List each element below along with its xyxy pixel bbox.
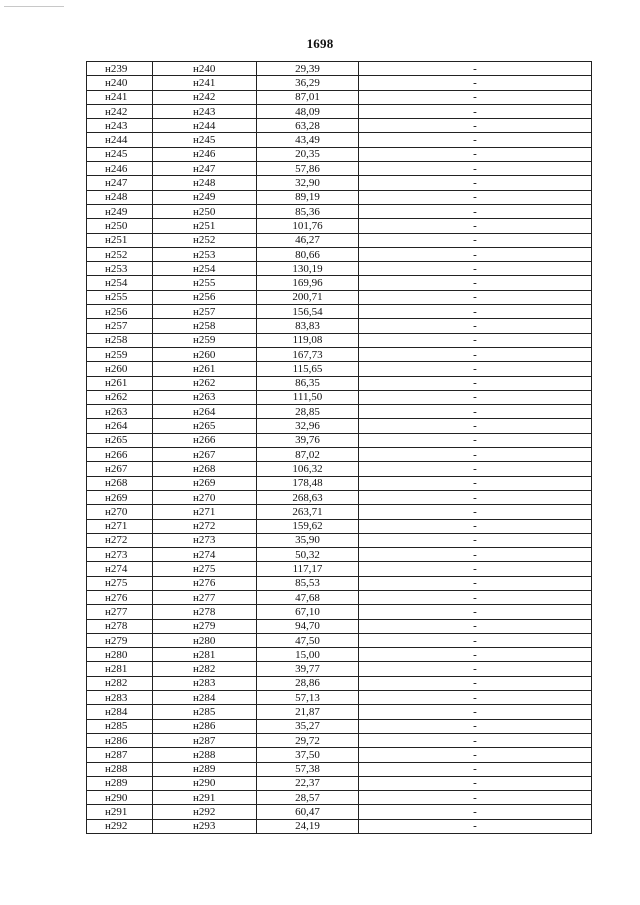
table-row bbox=[87, 805, 592, 819]
to-point-cell: н261 bbox=[153, 362, 257, 376]
note-cell: - bbox=[359, 262, 592, 276]
from-point-cell: н239 bbox=[87, 62, 153, 76]
distance-value-cell: 57,13 bbox=[257, 691, 359, 705]
note-cell: - bbox=[359, 405, 592, 419]
from-point-cell: н263 bbox=[87, 405, 153, 419]
from-point-cell: н271 bbox=[87, 519, 153, 533]
table-row bbox=[87, 190, 592, 204]
note-cell: - bbox=[359, 204, 592, 218]
note-cell: - bbox=[359, 519, 592, 533]
to-point-cell: н292 bbox=[153, 805, 257, 819]
note-cell: - bbox=[359, 290, 592, 304]
table-row bbox=[87, 662, 592, 676]
distance-value-cell: 28,57 bbox=[257, 791, 359, 805]
to-point-cell: н247 bbox=[153, 162, 257, 176]
from-point-cell: н268 bbox=[87, 476, 153, 490]
table-row bbox=[87, 419, 592, 433]
to-point-cell: н245 bbox=[153, 133, 257, 147]
table-row bbox=[87, 362, 592, 376]
from-point-cell: н248 bbox=[87, 190, 153, 204]
from-point-cell: н280 bbox=[87, 648, 153, 662]
to-point-cell: н284 bbox=[153, 691, 257, 705]
from-point-cell: н290 bbox=[87, 791, 153, 805]
distance-value-cell: 156,54 bbox=[257, 305, 359, 319]
note-cell: - bbox=[359, 733, 592, 747]
distance-value-cell: 22,37 bbox=[257, 776, 359, 790]
distance-value-cell: 117,17 bbox=[257, 562, 359, 576]
distance-value-cell: 111,50 bbox=[257, 390, 359, 404]
table-body bbox=[87, 62, 592, 834]
table-row bbox=[87, 233, 592, 247]
from-point-cell: н289 bbox=[87, 776, 153, 790]
note-cell: - bbox=[359, 633, 592, 647]
distance-value-cell: 50,32 bbox=[257, 548, 359, 562]
note-cell: - bbox=[359, 562, 592, 576]
from-point-cell: н258 bbox=[87, 333, 153, 347]
to-point-cell: н281 bbox=[153, 648, 257, 662]
table-row bbox=[87, 276, 592, 290]
table-row bbox=[87, 505, 592, 519]
distance-value-cell: 32,96 bbox=[257, 419, 359, 433]
table-row bbox=[87, 390, 592, 404]
note-cell: - bbox=[359, 490, 592, 504]
note-cell: - bbox=[359, 719, 592, 733]
to-point-cell: н268 bbox=[153, 462, 257, 476]
distance-value-cell: 85,36 bbox=[257, 204, 359, 218]
distance-value-cell: 47,68 bbox=[257, 590, 359, 604]
from-point-cell: н249 bbox=[87, 204, 153, 218]
table-row bbox=[87, 605, 592, 619]
to-point-cell: н249 bbox=[153, 190, 257, 204]
from-point-cell: н285 bbox=[87, 719, 153, 733]
distance-value-cell: 47,50 bbox=[257, 633, 359, 647]
from-point-cell: н278 bbox=[87, 619, 153, 633]
from-point-cell: н279 bbox=[87, 633, 153, 647]
to-point-cell: н246 bbox=[153, 147, 257, 161]
distance-value-cell: 36,29 bbox=[257, 76, 359, 90]
distance-value-cell: 57,38 bbox=[257, 762, 359, 776]
note-cell: - bbox=[359, 548, 592, 562]
from-point-cell: н245 bbox=[87, 147, 153, 161]
table-row bbox=[87, 562, 592, 576]
to-point-cell: н289 bbox=[153, 762, 257, 776]
from-point-cell: н251 bbox=[87, 233, 153, 247]
note-cell: - bbox=[359, 119, 592, 133]
from-point-cell: н272 bbox=[87, 533, 153, 547]
distance-value-cell: 87,02 bbox=[257, 448, 359, 462]
table-row bbox=[87, 762, 592, 776]
note-cell: - bbox=[359, 233, 592, 247]
table-row bbox=[87, 519, 592, 533]
distance-value-cell: 119,08 bbox=[257, 333, 359, 347]
to-point-cell: н262 bbox=[153, 376, 257, 390]
to-point-cell: н280 bbox=[153, 633, 257, 647]
note-cell: - bbox=[359, 476, 592, 490]
note-cell: - bbox=[359, 219, 592, 233]
from-point-cell: н275 bbox=[87, 576, 153, 590]
to-point-cell: н275 bbox=[153, 562, 257, 576]
from-point-cell: н260 bbox=[87, 362, 153, 376]
table-row bbox=[87, 576, 592, 590]
to-point-cell: н274 bbox=[153, 548, 257, 562]
to-point-cell: н285 bbox=[153, 705, 257, 719]
note-cell: - bbox=[359, 390, 592, 404]
from-point-cell: н269 bbox=[87, 490, 153, 504]
table-row bbox=[87, 319, 592, 333]
distance-value-cell: 48,09 bbox=[257, 104, 359, 118]
distance-value-cell: 29,39 bbox=[257, 62, 359, 76]
note-cell: - bbox=[359, 104, 592, 118]
from-point-cell: н254 bbox=[87, 276, 153, 290]
from-point-cell: н292 bbox=[87, 819, 153, 833]
table-row bbox=[87, 204, 592, 218]
table-row bbox=[87, 633, 592, 647]
distance-value-cell: 106,32 bbox=[257, 462, 359, 476]
note-cell: - bbox=[359, 791, 592, 805]
to-point-cell: н242 bbox=[153, 90, 257, 104]
distance-value-cell: 67,10 bbox=[257, 605, 359, 619]
from-point-cell: н283 bbox=[87, 691, 153, 705]
table-row bbox=[87, 333, 592, 347]
coordinates-table bbox=[86, 61, 592, 834]
from-point-cell: н287 bbox=[87, 748, 153, 762]
from-point-cell: н244 bbox=[87, 133, 153, 147]
note-cell: - bbox=[359, 319, 592, 333]
table-row bbox=[87, 176, 592, 190]
distance-value-cell: 46,27 bbox=[257, 233, 359, 247]
table-row bbox=[87, 62, 592, 76]
note-cell: - bbox=[359, 748, 592, 762]
table-row bbox=[87, 133, 592, 147]
to-point-cell: н255 bbox=[153, 276, 257, 290]
from-point-cell: н288 bbox=[87, 762, 153, 776]
from-point-cell: н253 bbox=[87, 262, 153, 276]
table-row bbox=[87, 405, 592, 419]
to-point-cell: н240 bbox=[153, 62, 257, 76]
table-row bbox=[87, 90, 592, 104]
to-point-cell: н277 bbox=[153, 590, 257, 604]
note-cell: - bbox=[359, 805, 592, 819]
note-cell: - bbox=[359, 448, 592, 462]
to-point-cell: н279 bbox=[153, 619, 257, 633]
note-cell: - bbox=[359, 819, 592, 833]
to-point-cell: н254 bbox=[153, 262, 257, 276]
to-point-cell: н270 bbox=[153, 490, 257, 504]
to-point-cell: н265 bbox=[153, 419, 257, 433]
from-point-cell: н276 bbox=[87, 590, 153, 604]
note-cell: - bbox=[359, 533, 592, 547]
from-point-cell: н270 bbox=[87, 505, 153, 519]
note-cell: - bbox=[359, 162, 592, 176]
to-point-cell: н243 bbox=[153, 104, 257, 118]
to-point-cell: н282 bbox=[153, 662, 257, 676]
table-row bbox=[87, 733, 592, 747]
to-point-cell: н252 bbox=[153, 233, 257, 247]
note-cell: - bbox=[359, 90, 592, 104]
from-point-cell: н286 bbox=[87, 733, 153, 747]
scan-edge-mark bbox=[4, 6, 64, 7]
to-point-cell: н267 bbox=[153, 448, 257, 462]
note-cell: - bbox=[359, 590, 592, 604]
from-point-cell: н243 bbox=[87, 119, 153, 133]
distance-value-cell: 60,47 bbox=[257, 805, 359, 819]
table-row bbox=[87, 247, 592, 261]
to-point-cell: н283 bbox=[153, 676, 257, 690]
distance-value-cell: 24,19 bbox=[257, 819, 359, 833]
note-cell: - bbox=[359, 147, 592, 161]
note-cell: - bbox=[359, 691, 592, 705]
from-point-cell: н273 bbox=[87, 548, 153, 562]
distance-value-cell: 35,27 bbox=[257, 719, 359, 733]
distance-value-cell: 32,90 bbox=[257, 176, 359, 190]
to-point-cell: н259 bbox=[153, 333, 257, 347]
note-cell: - bbox=[359, 419, 592, 433]
table-row bbox=[87, 347, 592, 361]
table-row bbox=[87, 476, 592, 490]
from-point-cell: н242 bbox=[87, 104, 153, 118]
note-cell: - bbox=[359, 762, 592, 776]
from-point-cell: н274 bbox=[87, 562, 153, 576]
from-point-cell: н252 bbox=[87, 247, 153, 261]
distance-value-cell: 167,73 bbox=[257, 347, 359, 361]
from-point-cell: н265 bbox=[87, 433, 153, 447]
table-row bbox=[87, 776, 592, 790]
to-point-cell: н269 bbox=[153, 476, 257, 490]
note-cell: - bbox=[359, 176, 592, 190]
distance-value-cell: 57,86 bbox=[257, 162, 359, 176]
from-point-cell: н261 bbox=[87, 376, 153, 390]
distance-value-cell: 130,19 bbox=[257, 262, 359, 276]
to-point-cell: н272 bbox=[153, 519, 257, 533]
from-point-cell: н264 bbox=[87, 419, 153, 433]
distance-value-cell: 159,62 bbox=[257, 519, 359, 533]
table-row bbox=[87, 147, 592, 161]
table-row bbox=[87, 262, 592, 276]
from-point-cell: н240 bbox=[87, 76, 153, 90]
to-point-cell: н241 bbox=[153, 76, 257, 90]
to-point-cell: н258 bbox=[153, 319, 257, 333]
distance-value-cell: 263,71 bbox=[257, 505, 359, 519]
page-number: 1698 bbox=[306, 36, 334, 51]
table-row bbox=[87, 819, 592, 833]
distance-value-cell: 63,28 bbox=[257, 119, 359, 133]
from-point-cell: н246 bbox=[87, 162, 153, 176]
from-point-cell: н266 bbox=[87, 448, 153, 462]
distance-value-cell: 20,35 bbox=[257, 147, 359, 161]
from-point-cell: н250 bbox=[87, 219, 153, 233]
from-point-cell: н267 bbox=[87, 462, 153, 476]
note-cell: - bbox=[359, 247, 592, 261]
to-point-cell: н288 bbox=[153, 748, 257, 762]
to-point-cell: н266 bbox=[153, 433, 257, 447]
table-row bbox=[87, 376, 592, 390]
distance-value-cell: 15,00 bbox=[257, 648, 359, 662]
table-row bbox=[87, 305, 592, 319]
note-cell: - bbox=[359, 376, 592, 390]
distance-value-cell: 83,83 bbox=[257, 319, 359, 333]
note-cell: - bbox=[359, 648, 592, 662]
note-cell: - bbox=[359, 619, 592, 633]
distance-value-cell: 87,01 bbox=[257, 90, 359, 104]
distance-value-cell: 35,90 bbox=[257, 533, 359, 547]
to-point-cell: н250 bbox=[153, 204, 257, 218]
to-point-cell: н276 bbox=[153, 576, 257, 590]
note-cell: - bbox=[359, 505, 592, 519]
to-point-cell: н244 bbox=[153, 119, 257, 133]
from-point-cell: н241 bbox=[87, 90, 153, 104]
distance-value-cell: 80,66 bbox=[257, 247, 359, 261]
to-point-cell: н256 bbox=[153, 290, 257, 304]
table-row bbox=[87, 533, 592, 547]
note-cell: - bbox=[359, 605, 592, 619]
note-cell: - bbox=[359, 433, 592, 447]
to-point-cell: н257 bbox=[153, 305, 257, 319]
to-point-cell: н286 bbox=[153, 719, 257, 733]
note-cell: - bbox=[359, 133, 592, 147]
table-row bbox=[87, 490, 592, 504]
from-point-cell: н262 bbox=[87, 390, 153, 404]
table-row bbox=[87, 705, 592, 719]
table-row bbox=[87, 433, 592, 447]
distance-value-cell: 200,71 bbox=[257, 290, 359, 304]
to-point-cell: н290 bbox=[153, 776, 257, 790]
note-cell: - bbox=[359, 705, 592, 719]
to-point-cell: н264 bbox=[153, 405, 257, 419]
from-point-cell: н255 bbox=[87, 290, 153, 304]
from-point-cell: н259 bbox=[87, 347, 153, 361]
table-row bbox=[87, 648, 592, 662]
table-row bbox=[87, 676, 592, 690]
table-row bbox=[87, 691, 592, 705]
note-cell: - bbox=[359, 662, 592, 676]
distance-value-cell: 43,49 bbox=[257, 133, 359, 147]
table-row bbox=[87, 104, 592, 118]
from-point-cell: н284 bbox=[87, 705, 153, 719]
note-cell: - bbox=[359, 305, 592, 319]
table-row bbox=[87, 290, 592, 304]
table-row bbox=[87, 590, 592, 604]
distance-value-cell: 29,72 bbox=[257, 733, 359, 747]
to-point-cell: н278 bbox=[153, 605, 257, 619]
distance-value-cell: 37,50 bbox=[257, 748, 359, 762]
from-point-cell: н256 bbox=[87, 305, 153, 319]
from-point-cell: н282 bbox=[87, 676, 153, 690]
to-point-cell: н287 bbox=[153, 733, 257, 747]
to-point-cell: н248 bbox=[153, 176, 257, 190]
to-point-cell: н263 bbox=[153, 390, 257, 404]
note-cell: - bbox=[359, 76, 592, 90]
distance-value-cell: 86,35 bbox=[257, 376, 359, 390]
note-cell: - bbox=[359, 62, 592, 76]
from-point-cell: н247 bbox=[87, 176, 153, 190]
table-row bbox=[87, 162, 592, 176]
note-cell: - bbox=[359, 776, 592, 790]
distance-value-cell: 39,76 bbox=[257, 433, 359, 447]
table-row bbox=[87, 219, 592, 233]
note-cell: - bbox=[359, 347, 592, 361]
table-row bbox=[87, 548, 592, 562]
to-point-cell: н253 bbox=[153, 247, 257, 261]
distance-value-cell: 28,86 bbox=[257, 676, 359, 690]
distance-value-cell: 28,85 bbox=[257, 405, 359, 419]
table-row bbox=[87, 719, 592, 733]
note-cell: - bbox=[359, 276, 592, 290]
table-row bbox=[87, 791, 592, 805]
note-cell: - bbox=[359, 190, 592, 204]
distance-value-cell: 39,77 bbox=[257, 662, 359, 676]
note-cell: - bbox=[359, 576, 592, 590]
distance-value-cell: 94,70 bbox=[257, 619, 359, 633]
table-row bbox=[87, 119, 592, 133]
from-point-cell: н257 bbox=[87, 319, 153, 333]
distance-value-cell: 89,19 bbox=[257, 190, 359, 204]
table-row bbox=[87, 462, 592, 476]
note-cell: - bbox=[359, 676, 592, 690]
table-row bbox=[87, 748, 592, 762]
to-point-cell: н291 bbox=[153, 791, 257, 805]
to-point-cell: н260 bbox=[153, 347, 257, 361]
table-row bbox=[87, 76, 592, 90]
distance-value-cell: 101,76 bbox=[257, 219, 359, 233]
to-point-cell: н273 bbox=[153, 533, 257, 547]
table-row bbox=[87, 448, 592, 462]
to-point-cell: н271 bbox=[153, 505, 257, 519]
distance-value-cell: 169,96 bbox=[257, 276, 359, 290]
to-point-cell: н251 bbox=[153, 219, 257, 233]
distance-value-cell: 115,65 bbox=[257, 362, 359, 376]
note-cell: - bbox=[359, 333, 592, 347]
to-point-cell: н293 bbox=[153, 819, 257, 833]
distance-value-cell: 268,63 bbox=[257, 490, 359, 504]
note-cell: - bbox=[359, 462, 592, 476]
from-point-cell: н281 bbox=[87, 662, 153, 676]
from-point-cell: н291 bbox=[87, 805, 153, 819]
table-row bbox=[87, 619, 592, 633]
distance-value-cell: 21,87 bbox=[257, 705, 359, 719]
note-cell: - bbox=[359, 362, 592, 376]
distance-value-cell: 85,53 bbox=[257, 576, 359, 590]
distance-value-cell: 178,48 bbox=[257, 476, 359, 490]
from-point-cell: н277 bbox=[87, 605, 153, 619]
